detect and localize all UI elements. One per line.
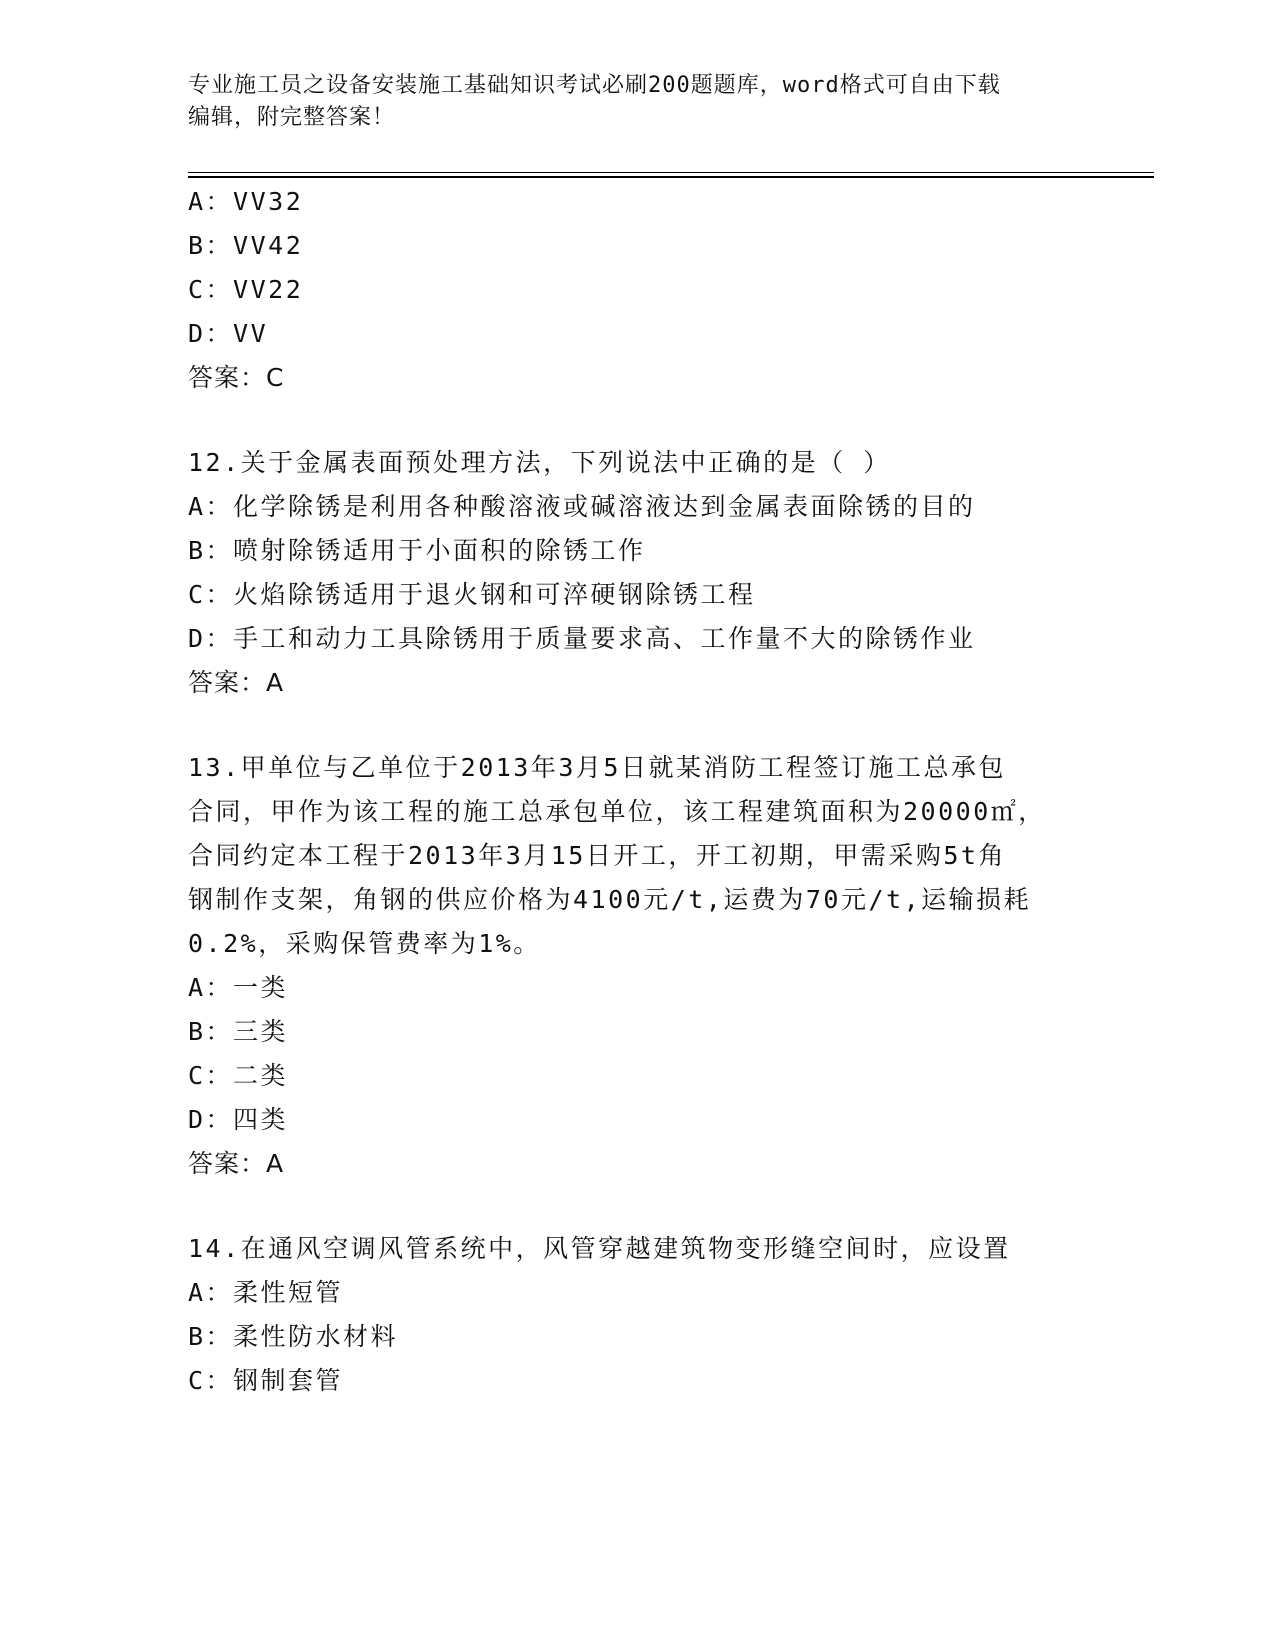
header-line-2: 编辑，附完整答案！: [188, 105, 396, 130]
q13-stem-line-4: 钢制作支架，角钢的供应价格为4100元/t,运费为70元/t,运输损耗: [188, 885, 1032, 914]
q13-answer: 答案：A: [188, 1149, 285, 1178]
q13-option-c: C：二类: [188, 1061, 289, 1090]
q14-stem: 14.在通风空调风管系统中，风管穿越建筑物变形缝空间时，应设置: [188, 1234, 1011, 1263]
q11-answer: 答案：C: [188, 363, 285, 392]
q11-option-b: B：VV42: [188, 231, 304, 260]
q11-option-c: C：VV22: [188, 275, 304, 304]
q13-stem-line-1: 13.甲单位与乙单位于2013年3月5日就某消防工程签订施工总承包: [188, 753, 1006, 782]
q11-option-a: A：VV32: [188, 187, 304, 216]
document-header: [188, 70, 1068, 134]
header-divider-thick: [188, 176, 1154, 178]
q13-stem-line-2: 合同，甲作为该工程的施工总承包单位，该工程建筑面积为20000㎡，: [188, 797, 1046, 826]
q12-option-a: A：化学除锈是利用各种酸溶液或碱溶液达到金属表面除锈的目的: [188, 492, 976, 521]
q12-option-b: B：喷射除锈适用于小面积的除锈工作: [188, 536, 646, 565]
q13-option-b: B：三类: [188, 1017, 289, 1046]
q14-option-a: A：柔性短管: [188, 1278, 344, 1307]
q12-option-d: D：手工和动力工具除锈用于质量要求高、工作量不大的除锈作业: [188, 624, 976, 653]
q14-option-b: B：柔性防水材料: [188, 1322, 399, 1351]
q13-option-d: D：四类: [188, 1105, 289, 1134]
q12-answer: 答案：A: [188, 668, 285, 697]
q14-option-c: C：钢制套管: [188, 1366, 344, 1395]
header-line-1: 专业施工员之设备安装施工基础知识考试必刷200题题库，word格式可自由下载: [188, 73, 1001, 98]
q13-stem-line-5: 0.2%，采购保管费率为1%。: [188, 929, 541, 958]
q11-option-d: D：VV: [188, 319, 269, 348]
q13-option-a: A：一类: [188, 973, 289, 1002]
q12-stem: 12.关于金属表面预处理方法，下列说法中正确的是（ ）: [188, 448, 891, 477]
header-divider-thin: [188, 172, 1154, 173]
q13-stem-line-3: 合同约定本工程于2013年3月15日开工，开工初期，甲需采购5t角: [188, 841, 1006, 870]
q12-option-c: C：火焰除锈适用于退火钢和可淬硬钢除锈工程: [188, 580, 756, 609]
